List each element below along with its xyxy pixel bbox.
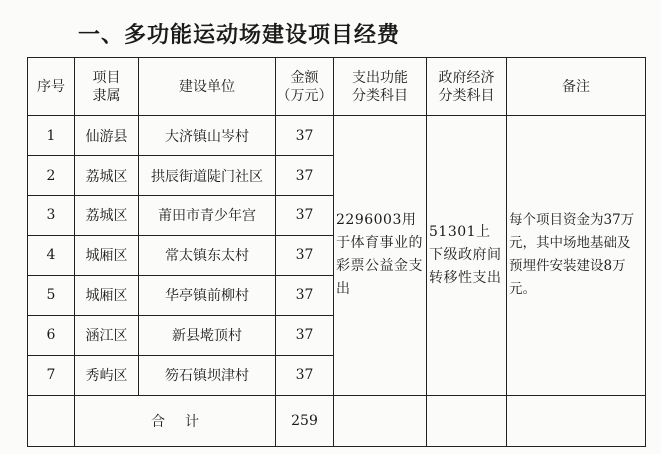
- header-gov-category: [427, 58, 507, 116]
- cell-seq: 2: [28, 156, 75, 196]
- cell-amount: 37: [276, 315, 334, 355]
- cell-unit: 大济镇山岑村: [139, 116, 276, 156]
- header-gov-category-line1: 政府经济: [438, 69, 495, 86]
- cell-amount: 37: [276, 196, 334, 236]
- header-gov-category-line2: 分类科目: [438, 87, 495, 104]
- header-remark: 备注: [507, 58, 646, 116]
- cell-affiliation: 城厢区: [75, 235, 139, 275]
- table-row: [28, 116, 646, 156]
- header-affiliation-line1: 项目: [92, 69, 121, 86]
- cell-seq: 1: [28, 116, 75, 156]
- total-amount: 259: [276, 395, 334, 446]
- header-func-category: [334, 58, 427, 116]
- cell-seq: 6: [28, 315, 75, 355]
- header-func-category-line1: 支出功能: [352, 69, 408, 86]
- total-func-cell: [334, 395, 427, 446]
- total-seq-cell: [28, 395, 75, 446]
- cell-affiliation: 秀屿区: [75, 355, 139, 395]
- cell-amount: 37: [276, 355, 334, 395]
- cell-amount: 37: [276, 116, 334, 156]
- cell-amount: 37: [276, 235, 334, 275]
- cell-seq: 3: [28, 196, 75, 236]
- cell-gov-category: 51301上下级政府间转移性支出: [427, 116, 507, 395]
- total-gov-cell: [427, 395, 507, 446]
- cell-amount: 37: [276, 275, 334, 315]
- cell-unit: 莆田市青少年宫: [139, 196, 276, 236]
- funding-table: [27, 57, 646, 447]
- cell-affiliation: 涵江区: [75, 315, 139, 355]
- header-func-category-line2: 分类科目: [352, 87, 408, 104]
- total-remark-cell: [507, 395, 646, 446]
- header-amount-line1: 金额: [290, 69, 319, 86]
- cell-affiliation: 荔城区: [75, 196, 139, 236]
- cell-amount: 37: [276, 156, 334, 196]
- header-unit: 建设单位: [139, 58, 276, 116]
- header-amount-line2: （万元）: [276, 87, 333, 104]
- cell-unit: 笏石镇坝津村: [139, 355, 276, 395]
- cell-seq: 7: [28, 355, 75, 395]
- cell-affiliation: 城厢区: [75, 275, 139, 315]
- header-affiliation-line2: 隶属: [92, 87, 121, 104]
- total-label: 合计: [75, 395, 276, 446]
- header-amount: [276, 58, 334, 116]
- cell-affiliation: 仙游县: [75, 116, 139, 156]
- header-affiliation: [75, 58, 139, 116]
- header-seq: 序号: [28, 58, 75, 116]
- document-title: 一、多功能运动场建设项目经费: [78, 22, 401, 48]
- cell-remark: 每个项目资金为37万元，其中场地基础及预埋件安装建设8万元。: [507, 116, 646, 395]
- cell-seq: 4: [28, 235, 75, 275]
- cell-seq: 5: [28, 275, 75, 315]
- cell-func-category: 2296003用于体育事业的彩票公益金支出: [334, 116, 427, 395]
- cell-unit: 常太镇东太村: [139, 235, 276, 275]
- total-row: [28, 395, 646, 446]
- table-header-row: [28, 58, 646, 116]
- cell-unit: 新县墘顶村: [139, 315, 276, 355]
- cell-unit: 拱辰街道陡门社区: [139, 156, 276, 196]
- cell-unit: 华亭镇前柳村: [139, 275, 276, 315]
- cell-affiliation: 荔城区: [75, 156, 139, 196]
